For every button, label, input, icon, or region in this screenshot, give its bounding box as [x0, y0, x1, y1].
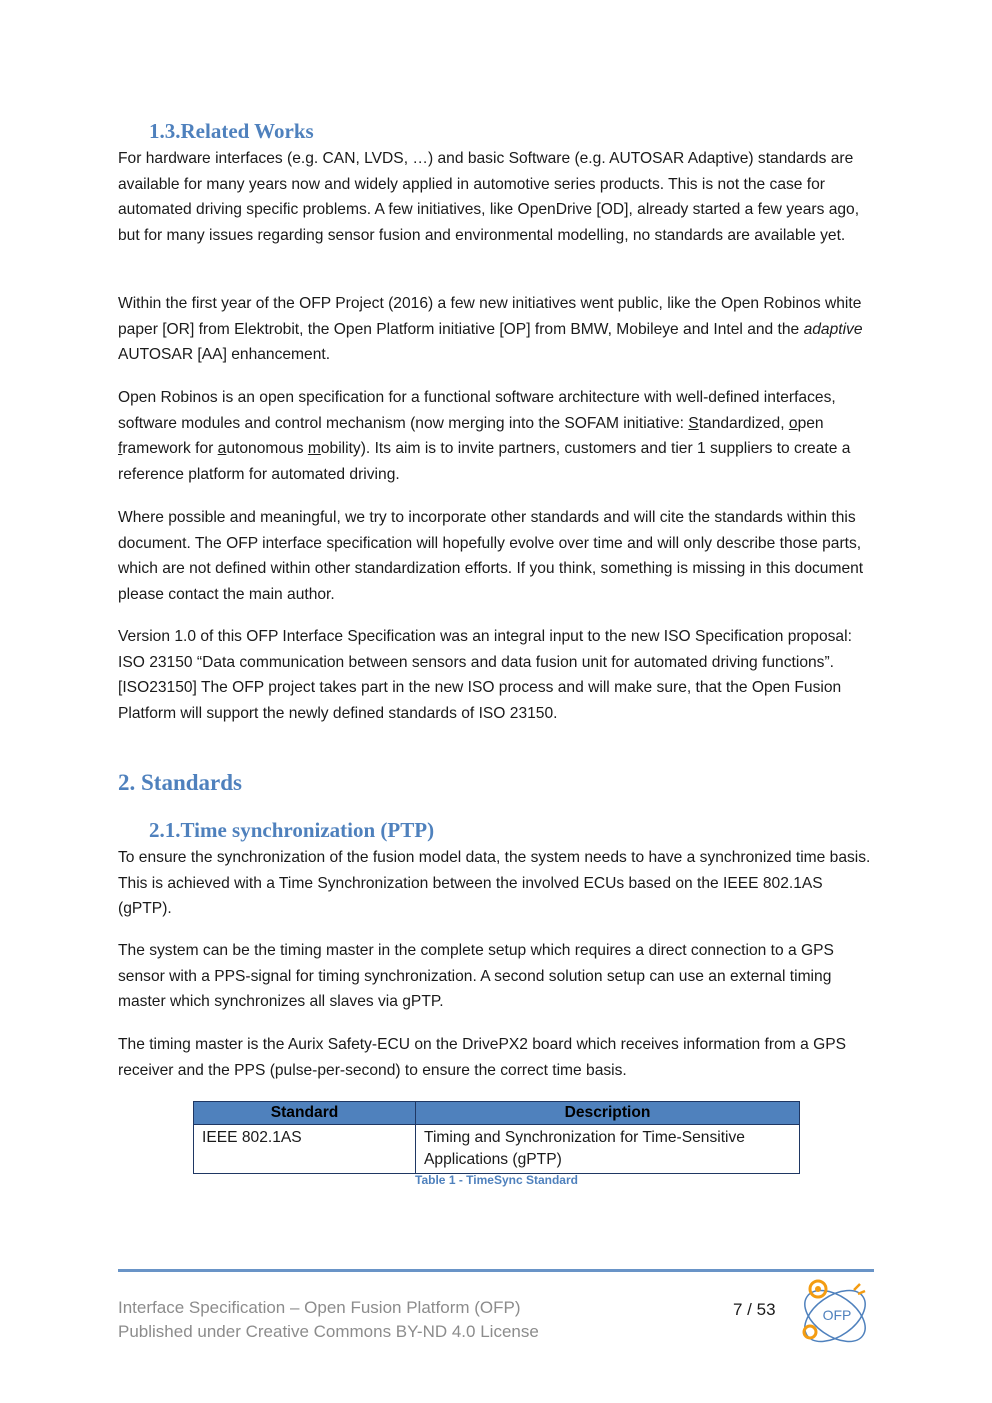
footer-line-title: Interface Specification – Open Fusion Platform (OFP) [118, 1298, 521, 1317]
underlined-letter: a [217, 440, 227, 458]
underlined-letter: S [688, 414, 699, 432]
table-header-description: Description [416, 1102, 800, 1125]
paragraph: The system can be the timing master in the complete setup which requires a direct connection to a GPS sensor with a PPS-signal for timing synchronization. A second solution setup can use an external timing master which synchronizes all slaves via gPTP. [118, 942, 834, 1011]
ofp-logo-icon [796, 1276, 874, 1352]
section-heading-standards: 2. Standards [118, 770, 242, 795]
table-caption: Table 1 - TimeSync Standard [415, 1173, 578, 1187]
paragraph: Version 1.0 of this OFP Interface Specification was an integral input to the new ISO Specification proposal: ISO 23150 “Data communication between sensors and data fusion unit for automated driving functions”. [ISO23150] The OFP project takes part in the new ISO process and will make sure, that the Open Fusion Platform will support the newly defined standards of ISO 23150. [118, 628, 852, 723]
paragraph: For hardware interfaces (e.g. CAN, LVDS, …) and basic Software (e.g. AUTOSAR Adaptive) standards are available for many years now and widely applied in automotive series products. This is not the case for automated driving specific problems. A few initiatives, like OpenDrive [OD], already started a few years ago, but for many issues regarding sensor fusion and environmental modelling, no standards are available yet. [118, 150, 860, 245]
table-header-row [194, 1102, 800, 1125]
ofp-logo [796, 1276, 874, 1357]
underlined-letter: o [788, 414, 798, 432]
underlined-letter: m [307, 440, 321, 458]
text-run: pen [797, 414, 824, 432]
footer-divider [118, 1269, 874, 1272]
paragraph: Where possible and meaningful, we try to incorporate other standards and will cite the standards within this document. The OFP interface specification will hopefully evolve over time and will only describe those parts, which are not defined within other standardization efforts. If you think, something is missing in this document please contact the main author. [118, 509, 864, 604]
paragraph: To ensure the synchronization of the fusion model data, the system needs to have a synchronized time basis. This is achieved with a Time Synchronization between the involved ECUs based on the IEEE 802.1AS (gPTP). [118, 849, 871, 918]
table-row [194, 1125, 800, 1174]
logo-text: OFP [822, 1307, 852, 1323]
paragraph [118, 291, 874, 368]
text-run: obility). Its aim is to invite partners, customers and tier 1 suppliers to create a reference platform for automated driving. [118, 440, 851, 484]
table-cell: IEEE 802.1AS [194, 1125, 416, 1174]
text-run: Within the first year of the OFP Project (2016) a few new initiatives went public, like the Open Robinos white paper [OR] from Elektrobit, the Open Platform initiative [OP] from BMW, Mobileye and Intel and the [118, 295, 862, 338]
table-header-standard: Standard [194, 1102, 416, 1125]
italic-text: adaptive [803, 320, 863, 338]
text-run: AUTOSAR [AA] enhancement. [118, 346, 331, 364]
text-run: ramework for [122, 440, 218, 458]
paragraph: The timing master is the Aurix Safety-ECU on the DrivePX2 board which receives information from a GPS receiver and the PPS (pulse-per-second) to ensure the correct time basis. [118, 1036, 847, 1079]
footer-text [118, 1296, 539, 1344]
footer-line-license: Published under Creative Commons BY-ND 4.0 License [118, 1322, 539, 1341]
section-heading-time-sync: 2.1.Time synchronization (PTP) [149, 818, 435, 842]
paragraph [118, 385, 874, 488]
text-run: Open Robinos is an open specification for a functional software architecture with well-defined interfaces, software modules and control mechanism (now merging into the SOFAM initiative: [118, 389, 836, 432]
text-run: tandardized, [698, 414, 789, 432]
table-cell: Timing and Synchronization for Time-Sensitive Applications (gPTP) [416, 1125, 800, 1174]
text-run: utonomous [226, 440, 308, 458]
timesync-standard-table [193, 1101, 800, 1174]
page-number: 7 / 53 [733, 1300, 776, 1319]
underlined-letter: f [118, 440, 123, 458]
section-heading-related-works: 1.3.Related Works [149, 119, 314, 143]
